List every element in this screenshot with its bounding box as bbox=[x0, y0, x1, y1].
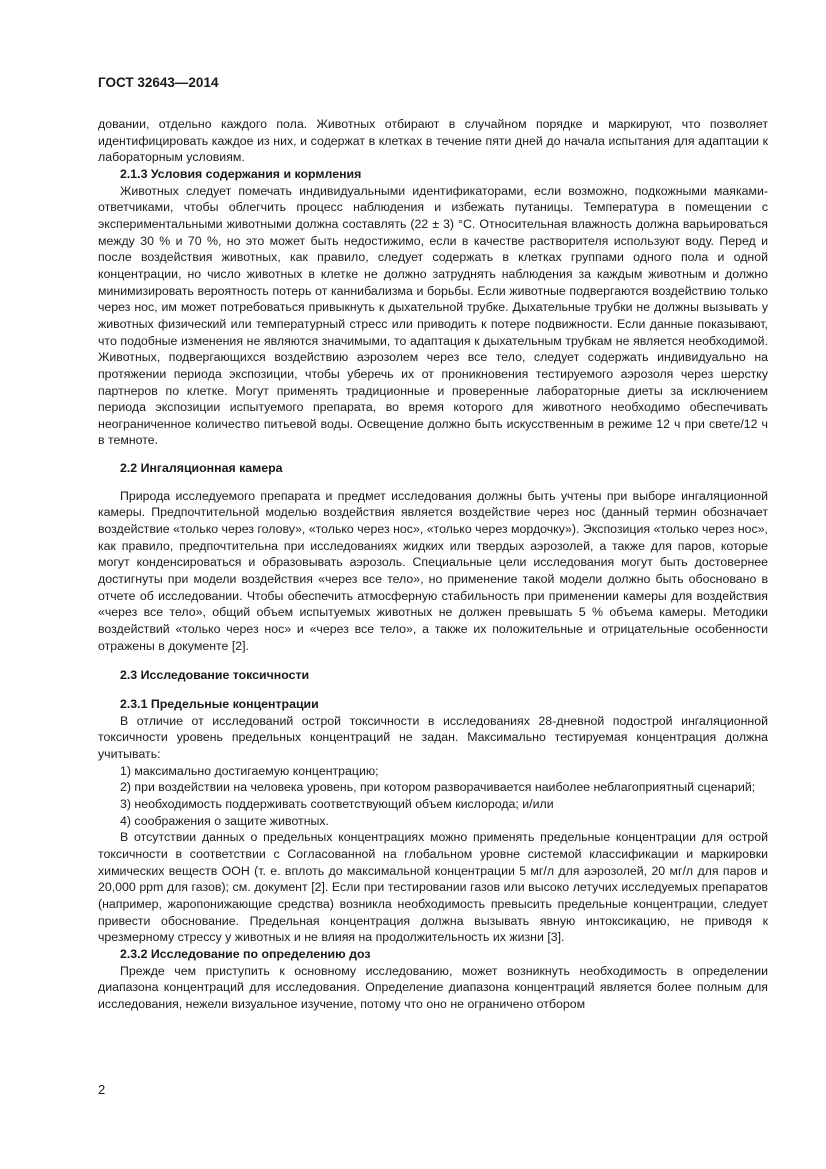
list-item: 1) максимально достигаемую концентрацию; bbox=[120, 763, 379, 778]
list-item: 4) соображения о защите животных. bbox=[120, 813, 329, 828]
paragraph: довании, отдельно каждого пола. Животных отбирают в случайном порядке и маркируют, что позволяет идентифицировать каждое из них, и содержат в клетках в течение пяти дней до начала испытания для адаптации к лабораторным условиям. bbox=[98, 117, 768, 165]
section-heading: 2.3.2 Исследование по определению доз bbox=[120, 946, 371, 961]
document-body bbox=[98, 116, 768, 1012]
paragraph: Природа исследуемого препарата и предмет исследования должны быть учтены при выборе ингаляционной камеры. Предпочтительной моделью воздействия является воздействие через нос (данный термин обозначает воздействие «только через голову», «только через нос», «только через мордочку»). Экспозиция «только через нос», как правило, предпочтительна при исследованиях жидких или твердых аэрозолей, а также для паров, которые могут конденсироваться и образовывать аэрозоль. Специальные цели исследования могут быть достовернее достигнуты при модели воздействия «через все тело», но применение такой модели должно быть обосновано в отчете об исследовании. Чтобы обеспечить атмосферную стабильность при применении камеры для воздействия «через все тело», общий объем испытуемых животных не должен превышать 5 % объема камеры. Методики воздействий «только через нос» и «через все тело», а также их положительные и отрицательные особенности отражены в документе [2]. bbox=[98, 488, 768, 653]
list-item: 3) необходимость поддерживать соответствующий объем кислорода; и/или bbox=[120, 796, 554, 811]
paragraph: В отсутствии данных о предельных концентрациях можно применять предельные концентрации для острой токсичности в соответствии с Согласованной на глобальном уровне системой классификации и маркировки химических веществ ООН (т. е. вплоть до максимальной концентрации 5 мг/л для аэрозолей, 20 мг/л для паров и 20,000 ppm для газов); см. документ [2]. Если при тестировании газов или высоко летучих исследуемых препаратов (например, жаропонижающие средства) возникла необходимость превысить предельные концентрации, следует привести обоснование. Предельная концентрация должна вызывать явную интоксикацию, не приводя к чрезмерному стрессу у животных и не влияя на продолжительность их жизни [3]. bbox=[98, 830, 768, 945]
list-item: 2) при воздействии на человека уровень, при котором разворачивается наиболее неблагоприятный сценарий; bbox=[120, 780, 756, 795]
section-heading: 2.3 Исследование токсичности bbox=[120, 668, 310, 683]
paragraph: Животных следует помечать индивидуальными идентификаторами, если возможно, подкожными маяками-ответчиками, чтобы облегчить процесс наблюдения и избежать путаницы. Температура в помещении с экспериментальными животными должна составлять (22 ± 3) °С. Относительная влажность должна варьироваться между 30 % и 70 %, но это может быть недостижимо, если в качестве растворителя используют воду. Перед и после воздействия животных, как правило, следует содержать в клетках группами одного пола и одной концентрации, но число животных в клетке не должно затруднять наблюдения за каждым животным и должно минимизировать вероятность потерь от каннибализма и борьбы. Если животные подвергаются воздействию только через нос, им может потребоваться привыкнуть к дыхательной трубке. Дыхательные трубки не должны вызывать у животных физический или температурный стресс или приводить к потере подвижности. Если данные показывают, что подобные изменения не являются значимыми, то адаптация к дыхательным трубкам не является необходимой. Животных, подвергающихся воздействию аэрозолем через все тело, следует содержать индивидуально на протяжении периода экспозиции, чтобы уберечь их от проникновения тестируемого аэрозоля через шерстку партнеров по клетке. Могут применять традиционные и проверенные лабораторные диеты за исключением периода экспозиции испытуемого препарата, во время которого для животного необходимо обеспечивать неограниченное количество питьевой воды. Освещение должно быть искусственным в режиме 12 ч при свете/12 ч в темноте. bbox=[98, 183, 768, 448]
section-heading: 2.2 Ингаляционная камера bbox=[120, 461, 283, 476]
document-header: ГОСТ 32643—2014 bbox=[98, 75, 219, 90]
section-heading: 2.1.3 Условия содержания и кормления bbox=[120, 166, 362, 181]
paragraph: В отличие от исследований острой токсичности в исследованиях 28-дневной подострой ингаляционной токсичности уровень предельных концентраций не задан. Максимально тестируемая концентрация должна учитывать: bbox=[98, 713, 768, 761]
page-number: 2 bbox=[98, 1082, 106, 1097]
paragraph: Прежде чем приступить к основному исследованию, может возникнуть необходимость в определении диапазона концентраций для исследования. Определение диапазона концентраций является более полным для исследования, нежели визуальное изучение, потому что оно не ограничено отбором bbox=[98, 963, 768, 1011]
section-heading: 2.3.1 Предельные концентрации bbox=[120, 697, 319, 711]
